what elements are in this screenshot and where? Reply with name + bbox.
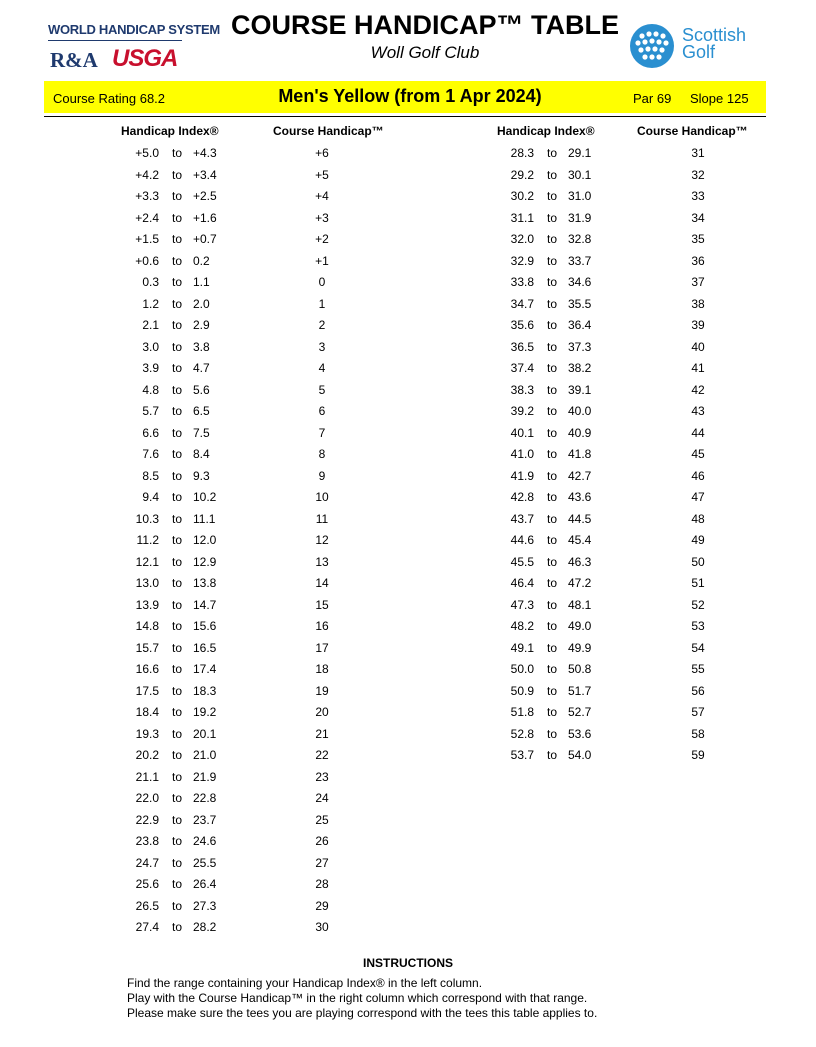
- index-to: 4.7: [193, 361, 210, 375]
- to-word: to: [546, 210, 557, 225]
- to-word: to: [546, 253, 557, 268]
- index-to: 16.5: [193, 640, 217, 655]
- index-from: 18.4: [135, 705, 159, 719]
- index-to: 28.2: [193, 920, 217, 934]
- index-to: 49.9: [568, 640, 592, 655]
- to-word: to: [171, 533, 182, 547]
- index-from: 23.8: [135, 834, 159, 848]
- course-handicap-value: 11: [315, 511, 329, 526]
- instruction-line: Play with the Course Handicap™ in the right column which correspond with that range.: [127, 991, 588, 1005]
- course-handicap-value: 10: [315, 490, 329, 504]
- index-from: 31.1: [510, 210, 534, 225]
- index-to: 2.9: [193, 318, 210, 332]
- index-to: 40.9: [568, 425, 592, 440]
- index-to: 25.5: [193, 855, 217, 870]
- course-handicap-value: 23: [315, 769, 329, 784]
- index-from: 50.9: [510, 683, 534, 698]
- to-word: to: [546, 339, 557, 354]
- index-to: 23.7: [193, 812, 217, 827]
- index-to: +2.5: [193, 189, 217, 203]
- course-handicap-value: 50: [691, 554, 705, 569]
- to-word: to: [171, 404, 182, 418]
- course-handicap-value: 33: [691, 189, 705, 203]
- course-handicap-value: 24: [315, 791, 329, 805]
- course-handicap-value: 57: [691, 705, 705, 719]
- index-from: 27.4: [135, 920, 159, 934]
- slope: Slope 125: [690, 91, 749, 106]
- to-word: to: [546, 683, 557, 698]
- to-word: to: [171, 812, 182, 827]
- index-to: 31.9: [568, 210, 592, 225]
- to-word: to: [171, 468, 182, 483]
- index-from: 19.3: [135, 726, 159, 741]
- index-from: 28.3: [510, 146, 534, 160]
- index-to: 44.5: [568, 511, 592, 526]
- to-word: to: [171, 726, 182, 741]
- course-handicap-value: +6: [315, 146, 329, 160]
- to-word: to: [546, 425, 557, 440]
- index-from: 26.5: [135, 898, 159, 913]
- index-from: 37.4: [510, 361, 534, 375]
- index-from: 52.8: [510, 726, 534, 741]
- course-handicap-value: 21: [315, 726, 329, 741]
- course-handicap-value: 8: [318, 447, 326, 461]
- index-from: 32.9: [510, 253, 534, 268]
- page-title: COURSE HANDICAP™ TABLE: [230, 10, 619, 40]
- course-handicap-value: 26: [315, 834, 329, 848]
- index-to: +1.6: [193, 210, 217, 225]
- index-to: 5.6: [193, 382, 210, 397]
- course-handicap-value: +3: [315, 210, 329, 225]
- right-course-handicap-header: Course Handicap™: [637, 124, 748, 138]
- index-from: 16.6: [135, 662, 159, 676]
- index-to: 39.1: [568, 382, 592, 397]
- index-to: 8.4: [193, 447, 210, 461]
- index-from: 6.6: [142, 425, 159, 440]
- index-from: 38.3: [510, 382, 534, 397]
- to-word: to: [171, 275, 182, 289]
- header-divider: [44, 116, 766, 117]
- index-from: 42.8: [510, 490, 534, 504]
- scottish-golf-logo-icon: [628, 22, 678, 70]
- to-word: to: [171, 662, 182, 676]
- course-handicap-value: 3: [318, 339, 326, 354]
- index-from: 50.0: [510, 662, 534, 676]
- right-handicap-index-header: Handicap Index®: [497, 124, 595, 138]
- index-from: 20.2: [135, 748, 159, 762]
- course-handicap-value: 34: [691, 210, 705, 225]
- index-from: 53.7: [510, 748, 534, 762]
- course-handicap-value: 1: [318, 296, 326, 311]
- index-from: 5.7: [142, 404, 159, 418]
- index-to: 35.5: [568, 296, 592, 311]
- to-word: to: [546, 382, 557, 397]
- to-word: to: [546, 554, 557, 569]
- course-handicap-value: 42: [691, 382, 705, 397]
- index-to: 45.4: [568, 533, 592, 547]
- to-word: to: [546, 189, 557, 203]
- course-handicap-value: +1: [315, 253, 329, 268]
- index-from: +4.2: [135, 167, 159, 182]
- index-to: 6.5: [193, 404, 210, 418]
- index-to: 9.3: [193, 468, 210, 483]
- to-word: to: [546, 662, 557, 676]
- index-to: 20.1: [193, 726, 217, 741]
- index-to: 14.7: [193, 597, 217, 612]
- index-to: 27.3: [193, 898, 217, 913]
- index-from: 11.2: [136, 533, 159, 547]
- course-handicap-value: 22: [315, 748, 329, 762]
- course-handicap-value: +2: [315, 232, 329, 246]
- index-to: 22.8: [193, 791, 217, 805]
- to-word: to: [171, 167, 182, 182]
- course-handicap-value: 30: [315, 920, 329, 934]
- index-to: 17.4: [193, 662, 217, 676]
- to-word: to: [546, 748, 557, 762]
- scottish-golf-line1: Scottish: [682, 25, 747, 45]
- index-from: +5.0: [135, 146, 159, 160]
- course-handicap-value: 53: [691, 619, 705, 633]
- to-word: to: [171, 318, 182, 332]
- course-handicap-value: 15: [315, 597, 329, 612]
- index-to: 24.6: [193, 834, 217, 848]
- index-from: 44.6: [510, 533, 534, 547]
- to-word: to: [171, 382, 182, 397]
- index-to: 36.4: [568, 318, 592, 332]
- course-handicap-value: 7: [318, 425, 326, 440]
- course-handicap-value: 18: [315, 662, 329, 676]
- to-word: to: [546, 576, 557, 590]
- index-to: 7.5: [193, 425, 210, 440]
- course-handicap-value: 27: [315, 855, 329, 870]
- course-handicap-value: 49: [691, 533, 705, 547]
- index-from: 0.3: [142, 275, 159, 289]
- to-word: to: [546, 167, 557, 182]
- index-from: 30.2: [510, 189, 534, 203]
- index-to: 41.8: [568, 447, 592, 461]
- index-to: 10.2: [193, 490, 217, 504]
- index-from: 35.6: [510, 318, 534, 332]
- to-word: to: [546, 597, 557, 612]
- to-word: to: [171, 920, 182, 934]
- course-handicap-value: 38: [691, 296, 705, 311]
- index-from: 45.5: [510, 554, 534, 569]
- whs-logo-text: WORLD HANDICAP SYSTEM: [48, 22, 220, 37]
- index-from: 1.2: [142, 296, 159, 311]
- index-from: 9.4: [142, 490, 159, 504]
- index-to: 42.7: [568, 468, 592, 483]
- left-course-handicap-header: Course Handicap™: [273, 124, 384, 138]
- course-handicap-value: 25: [315, 812, 329, 827]
- to-word: to: [546, 619, 557, 633]
- to-word: to: [171, 490, 182, 504]
- to-word: to: [171, 748, 182, 762]
- to-word: to: [171, 189, 182, 203]
- course-handicap-value: 2: [318, 318, 326, 332]
- to-word: to: [171, 769, 182, 784]
- ra-logo: R&A: [50, 48, 98, 72]
- club-name: Woll Golf Club: [370, 43, 480, 62]
- course-handicap-value: 5: [318, 382, 326, 397]
- index-from: 3.9: [142, 361, 159, 375]
- course-handicap-value: 58: [691, 726, 705, 741]
- to-word: to: [546, 146, 557, 160]
- to-word: to: [171, 146, 182, 160]
- index-from: 14.8: [135, 619, 159, 633]
- to-word: to: [546, 468, 557, 483]
- to-word: to: [171, 683, 182, 698]
- course-handicap-value: 28: [315, 877, 329, 891]
- course-handicap-value: 17: [315, 640, 329, 655]
- index-to: +3.4: [193, 167, 217, 182]
- course-handicap-value: 40: [691, 339, 705, 354]
- course-handicap-value: 20: [315, 705, 329, 719]
- index-to: 0.2: [193, 253, 210, 268]
- index-from: 48.2: [510, 619, 534, 633]
- course-handicap-value: +4: [315, 189, 329, 203]
- instruction-line: Find the range containing your Handicap Index® in the left column.: [127, 976, 483, 990]
- course-handicap-value: 12: [315, 533, 329, 547]
- index-from: 12.1: [135, 554, 159, 569]
- to-word: to: [171, 554, 182, 569]
- index-from: 15.7: [135, 640, 159, 655]
- course-handicap-value: 52: [691, 597, 705, 612]
- to-word: to: [546, 404, 557, 418]
- to-word: to: [171, 597, 182, 612]
- index-from: 13.9: [135, 597, 159, 612]
- index-from: 41.9: [510, 468, 534, 483]
- index-to: 51.7: [568, 683, 592, 698]
- index-to: 29.1: [568, 146, 592, 160]
- course-handicap-value: 4: [318, 361, 326, 375]
- index-to: 11.1: [193, 511, 216, 526]
- index-from: 21.1: [135, 769, 159, 784]
- course-handicap-value: 41: [691, 361, 705, 375]
- index-from: +1.5: [135, 232, 159, 246]
- course-rating: Course Rating 68.2: [53, 91, 166, 106]
- to-word: to: [171, 253, 182, 268]
- index-to: 54.0: [568, 748, 592, 762]
- course-handicap-value: 31: [691, 146, 705, 160]
- course-handicap-value: 19: [315, 683, 329, 698]
- index-to: 19.2: [193, 705, 217, 719]
- index-to: 12.0: [193, 533, 217, 547]
- to-word: to: [171, 232, 182, 246]
- to-word: to: [171, 339, 182, 354]
- to-word: to: [171, 210, 182, 225]
- index-to: 21.0: [193, 748, 217, 762]
- index-to: 52.7: [568, 705, 592, 719]
- course-handicap-value: 39: [691, 318, 705, 332]
- to-word: to: [546, 361, 557, 375]
- index-to: 47.2: [568, 576, 592, 590]
- index-to: 32.8: [568, 232, 592, 246]
- course-handicap-value: 45: [691, 447, 705, 461]
- index-to: +0.7: [193, 232, 217, 246]
- index-to: 31.0: [568, 189, 592, 203]
- to-word: to: [171, 898, 182, 913]
- to-word: to: [171, 834, 182, 848]
- to-word: to: [546, 318, 557, 332]
- index-from: +3.3: [135, 189, 159, 203]
- to-word: to: [171, 425, 182, 440]
- course-handicap-value: 54: [691, 640, 705, 655]
- course-handicap-value: 56: [691, 683, 705, 698]
- index-to: 34.6: [568, 275, 592, 289]
- index-to: 40.0: [568, 404, 592, 418]
- index-from: 39.2: [510, 404, 534, 418]
- to-word: to: [546, 533, 557, 547]
- index-from: 49.1: [510, 640, 534, 655]
- index-from: 36.5: [510, 339, 534, 354]
- instructions-title: INSTRUCTIONS: [363, 956, 453, 970]
- to-word: to: [171, 447, 182, 461]
- index-from: 8.5: [142, 468, 159, 483]
- index-from: +2.4: [135, 210, 159, 225]
- course-handicap-value: 0: [318, 275, 326, 289]
- to-word: to: [171, 877, 182, 891]
- to-word: to: [171, 791, 182, 805]
- whs-logo-rule: [48, 40, 182, 41]
- index-to: 18.3: [193, 683, 217, 698]
- course-handicap-value: 55: [691, 662, 705, 676]
- course-handicap-value: 44: [691, 425, 705, 440]
- index-to: 3.8: [193, 339, 210, 354]
- course-handicap-value: 59: [691, 748, 705, 762]
- index-from: 29.2: [510, 167, 534, 182]
- index-to: 49.0: [568, 619, 592, 633]
- to-word: to: [546, 275, 557, 289]
- tee-name: Men's Yellow (from 1 Apr 2024): [278, 86, 542, 106]
- index-from: 22.9: [135, 812, 159, 827]
- course-handicap-value: 48: [691, 511, 705, 526]
- to-word: to: [546, 511, 557, 526]
- index-to: 21.9: [193, 769, 217, 784]
- index-to: 2.0: [193, 296, 210, 311]
- course-handicap-value: 37: [691, 275, 705, 289]
- index-to: 46.3: [568, 554, 592, 569]
- course-handicap-value: 47: [691, 490, 705, 504]
- to-word: to: [546, 447, 557, 461]
- to-word: to: [546, 726, 557, 741]
- instruction-line: Please make sure the tees you are playing correspond with the tees this table applies to.: [127, 1006, 598, 1020]
- scottish-golf-line2: Golf: [682, 42, 716, 62]
- to-word: to: [171, 640, 182, 655]
- course-handicap-value: 36: [691, 253, 705, 268]
- course-handicap-value: 35: [691, 232, 705, 246]
- index-from: 22.0: [135, 791, 159, 805]
- course-handicap-value: 43: [691, 404, 705, 418]
- course-handicap-value: 14: [315, 576, 329, 590]
- to-word: to: [171, 705, 182, 719]
- to-word: to: [171, 855, 182, 870]
- to-word: to: [546, 640, 557, 655]
- course-handicap-value: 16: [315, 619, 329, 633]
- course-handicap-value: 9: [318, 468, 326, 483]
- index-from: 10.3: [135, 511, 159, 526]
- index-to: 30.1: [568, 167, 592, 182]
- course-handicap-value: 29: [315, 898, 329, 913]
- course-handicap-value: 51: [691, 576, 705, 590]
- index-from: 3.0: [142, 339, 159, 354]
- scottish-golf-logo-text: [682, 27, 746, 61]
- index-from: 24.7: [135, 855, 159, 870]
- index-from: 33.8: [510, 275, 534, 289]
- usga-logo: USGA: [112, 45, 178, 72]
- index-to: 12.9: [193, 554, 217, 569]
- index-from: +0.6: [135, 253, 159, 268]
- index-to: 38.2: [568, 361, 592, 375]
- index-from: 7.6: [142, 447, 159, 461]
- index-from: 43.7: [510, 511, 534, 526]
- index-to: 53.6: [568, 726, 592, 741]
- index-from: 17.5: [135, 683, 159, 698]
- index-to: 33.7: [568, 253, 592, 268]
- course-handicap-value: 6: [318, 404, 326, 418]
- index-to: 37.3: [568, 339, 592, 354]
- index-from: 13.0: [135, 576, 159, 590]
- index-to: +4.3: [193, 146, 217, 160]
- par: Par 69: [633, 91, 672, 106]
- index-to: 50.8: [568, 662, 592, 676]
- to-word: to: [171, 511, 182, 526]
- index-from: 4.8: [142, 382, 159, 397]
- course-handicap-value: +5: [315, 167, 329, 182]
- to-word: to: [546, 490, 557, 504]
- left-handicap-index-header: Handicap Index®: [121, 124, 219, 138]
- to-word: to: [546, 232, 557, 246]
- index-from: 40.1: [510, 425, 534, 440]
- index-to: 1.1: [193, 275, 210, 289]
- to-word: to: [171, 619, 182, 633]
- index-from: 2.1: [142, 318, 159, 332]
- course-handicap-value: 13: [315, 554, 329, 569]
- to-word: to: [171, 361, 182, 375]
- to-word: to: [546, 705, 557, 719]
- index-to: 26.4: [193, 877, 217, 891]
- to-word: to: [171, 576, 182, 590]
- index-from: 51.8: [510, 705, 534, 719]
- index-to: 43.6: [568, 490, 592, 504]
- index-from: 47.3: [510, 597, 534, 612]
- index-from: 32.0: [510, 232, 534, 246]
- index-from: 46.4: [510, 576, 534, 590]
- course-handicap-value: 46: [691, 468, 705, 483]
- index-from: 41.0: [510, 447, 534, 461]
- to-word: to: [171, 296, 182, 311]
- to-word: to: [546, 296, 557, 311]
- index-to: 15.6: [193, 619, 217, 633]
- index-to: 48.1: [568, 597, 592, 612]
- course-handicap-value: 32: [691, 167, 705, 182]
- index-from: 25.6: [135, 877, 159, 891]
- index-to: 13.8: [193, 576, 217, 590]
- index-from: 34.7: [510, 296, 534, 311]
